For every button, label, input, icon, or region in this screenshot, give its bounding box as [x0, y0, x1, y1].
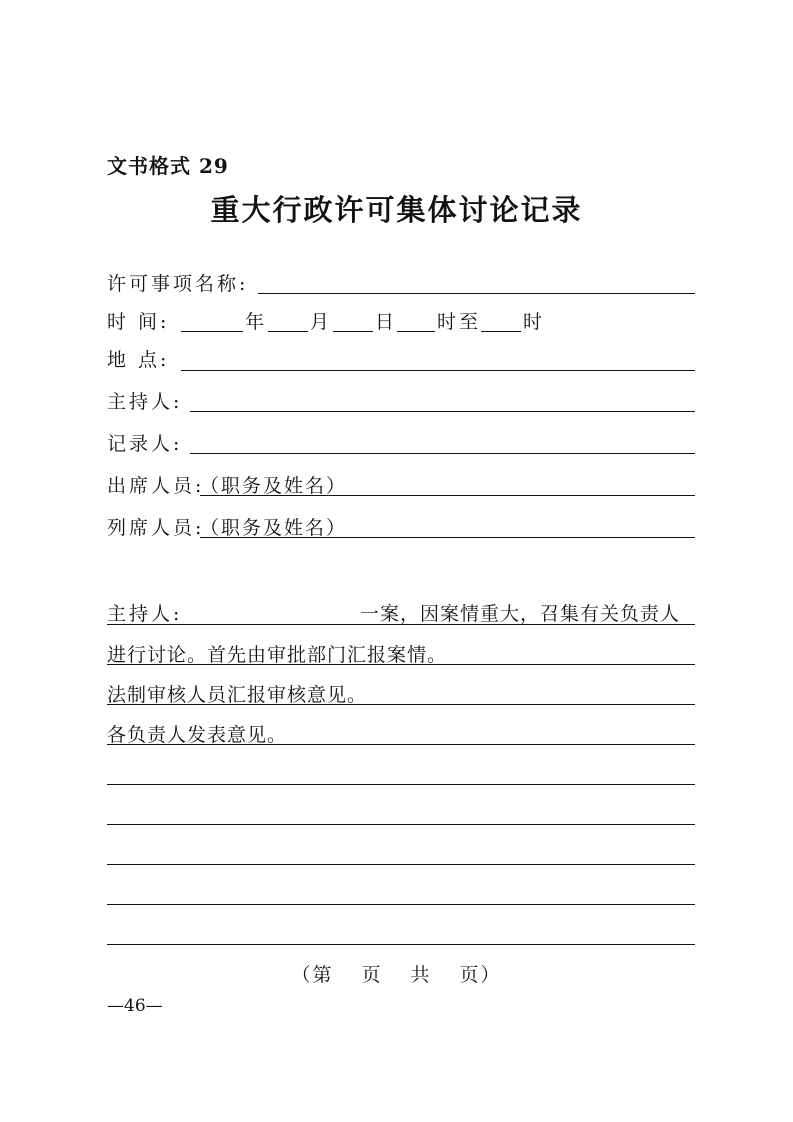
attendees-field-line[interactable] — [200, 495, 695, 496]
month-unit: 月 — [310, 311, 333, 333]
body-line2-text: 进行讨论。首先由审批部门汇报案情。 — [107, 644, 448, 666]
body-line-8[interactable] — [107, 904, 695, 905]
year-field-line[interactable] — [181, 331, 243, 332]
place-label: 地 点: — [107, 349, 170, 371]
attendees-label: 出席人员: — [107, 475, 205, 497]
page-number: —46— — [107, 996, 163, 1016]
time-label: 时 间: — [107, 311, 170, 333]
hour-unit: 时 — [523, 311, 546, 333]
body-line4-text: 各负责人发表意见。 — [107, 724, 288, 746]
observers-hint: （职务及姓名） — [200, 517, 348, 539]
recorder-label: 记录人: — [107, 433, 183, 455]
body-line-5[interactable] — [107, 784, 695, 785]
year-unit: 年 — [245, 311, 268, 333]
page-indicator: （第 页 共 页） — [291, 964, 502, 986]
body-line-7[interactable] — [107, 864, 695, 865]
body-line-1[interactable] — [107, 624, 695, 625]
body-line-6[interactable] — [107, 824, 695, 825]
body-line-3[interactable] — [107, 704, 695, 705]
observers-label: 列席人员: — [107, 517, 205, 539]
end-hour-field-line[interactable] — [481, 331, 521, 332]
start-hour-field-line[interactable] — [397, 331, 435, 332]
hour-to-unit: 时至 — [437, 311, 482, 333]
body-host-prefix: 主持人: — [107, 603, 183, 625]
host-field-line[interactable] — [190, 411, 695, 412]
body-line-9[interactable] — [107, 944, 695, 945]
day-unit: 日 — [375, 311, 398, 333]
item-name-label: 许可事项名称: — [107, 273, 249, 295]
host-label: 主持人: — [107, 391, 183, 413]
day-field-line[interactable] — [333, 331, 373, 332]
body-line-4[interactable] — [107, 744, 695, 745]
body-line-2[interactable] — [107, 664, 695, 665]
document-title: 重大行政许可集体讨论记录 — [210, 193, 583, 227]
attendees-hint: （职务及姓名） — [200, 475, 348, 497]
document-format-code: 文书格式 29 — [107, 154, 229, 178]
place-field-line[interactable] — [181, 370, 695, 371]
body-line1-tail: 一案，因案情重大，召集有关负责人 — [360, 603, 681, 625]
recorder-field-line[interactable] — [190, 453, 695, 454]
observers-field-line[interactable] — [200, 537, 695, 538]
body-line3-text: 法制审核人员汇报审核意见。 — [107, 684, 368, 706]
item-name-field-line[interactable] — [258, 293, 695, 294]
month-field-line[interactable] — [268, 331, 308, 332]
